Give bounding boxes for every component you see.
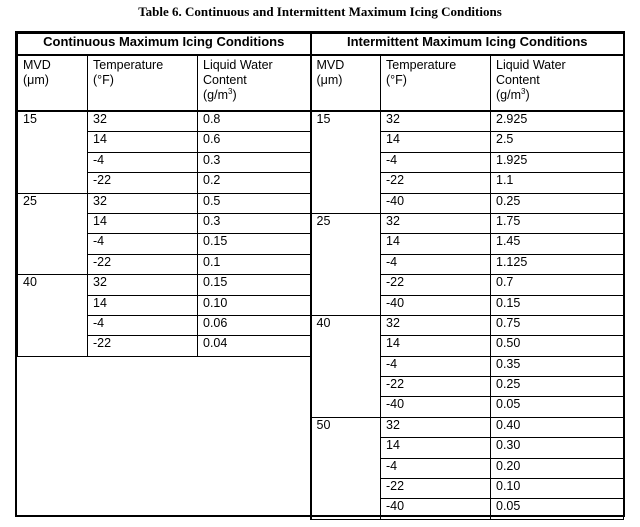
table-row: [18, 213, 624, 233]
intermittent-temp-cell: 32: [381, 417, 491, 437]
intermittent-mvd-header: MVD (μm): [311, 55, 381, 111]
intermittent-lwc-cell: 0.25: [491, 377, 624, 397]
intermittent-temp-cell: -4: [381, 152, 491, 172]
intermittent-temp-cell: -4: [381, 356, 491, 376]
continuous-temp-cell: -4: [88, 315, 198, 335]
intermittent-lwc-cell: 1.925: [491, 152, 624, 172]
intermittent-temp-cell: -22: [381, 275, 491, 295]
intermittent-temp-cell: -40: [381, 499, 491, 519]
intermittent-temp-cell: -22: [381, 173, 491, 193]
continuous-lwc-cell: 0.2: [198, 173, 311, 193]
intermittent-mvd-cell: 40: [311, 315, 381, 417]
intermittent-mvd-cell: 50: [311, 417, 381, 519]
intermittent-lwc-cell: 1.75: [491, 213, 624, 233]
intermittent-lwc-header: Liquid Water Content $(g/m^3)$: [491, 55, 624, 111]
table-row: [18, 111, 624, 132]
continuous-temp-cell: 32: [88, 111, 198, 132]
table-row: [18, 315, 624, 335]
intermittent-temp-cell: -22: [381, 377, 491, 397]
intermittent-mvd-cell: 25: [311, 213, 381, 315]
intermittent-lwc-cell: 0.15: [491, 295, 624, 315]
continuous-mvd-header: MVD (μm): [18, 55, 88, 111]
intermittent-lwc-cell: 0.40: [491, 417, 624, 437]
continuous-mvd-cell: 15: [18, 111, 88, 193]
intermittent-lwc-cell: 0.7: [491, 275, 624, 295]
intermittent-temp-cell: -40: [381, 397, 491, 417]
intermittent-temp-cell: 14: [381, 234, 491, 254]
icing-conditions-table: [17, 33, 624, 520]
intermittent-lwc-cell: 2.5: [491, 132, 624, 152]
continuous-temp-cell: 14: [88, 132, 198, 152]
continuous-mvd-cell: 40: [18, 275, 88, 357]
continuous-lwc-cell: 0.3: [198, 152, 311, 172]
continuous-empty-area: [18, 356, 311, 519]
intermittent-temp-cell: 32: [381, 315, 491, 335]
intermittent-temp-cell: -40: [381, 193, 491, 213]
continuous-lwc-cell: 0.8: [198, 111, 311, 132]
intermittent-lwc-cell: 0.50: [491, 336, 624, 356]
continuous-temp-cell: 14: [88, 295, 198, 315]
intermittent-temp-cell: -4: [381, 254, 491, 274]
intermittent-lwc-cell: 2.925: [491, 111, 624, 132]
intermittent-lwc-cell: 0.20: [491, 458, 624, 478]
table-body: [18, 111, 624, 519]
continuous-lwc-cell: 0.04: [198, 336, 311, 356]
intermittent-temp-cell: 32: [381, 111, 491, 132]
intermittent-section-title: Intermittent Maximum Icing Conditions: [311, 34, 624, 56]
continuous-temp-cell: 14: [88, 213, 198, 233]
intermittent-temp-cell: 14: [381, 438, 491, 458]
intermittent-temp-cell: -4: [381, 458, 491, 478]
continuous-temp-cell: -22: [88, 173, 198, 193]
continuous-lwc-cell: 0.10: [198, 295, 311, 315]
continuous-section-title: Continuous Maximum Icing Conditions: [18, 34, 311, 56]
continuous-lwc-header: Liquid Water Content $(g/m^3)$: [198, 55, 311, 111]
icing-table-frame: [15, 31, 625, 517]
intermittent-temp-cell: -22: [381, 479, 491, 499]
intermittent-lwc-cell: 1.1: [491, 173, 624, 193]
intermittent-lwc-cell: 1.125: [491, 254, 624, 274]
intermittent-lwc-cell: 0.10: [491, 479, 624, 499]
intermittent-temp-cell: -40: [381, 295, 491, 315]
intermittent-mvd-cell: 15: [311, 111, 381, 213]
continuous-temp-cell: 32: [88, 193, 198, 213]
continuous-temp-cell: -4: [88, 152, 198, 172]
continuous-lwc-cell: 0.15: [198, 275, 311, 295]
intermittent-temp-cell: 14: [381, 132, 491, 152]
continuous-lwc-cell: 0.06: [198, 315, 311, 335]
continuous-lwc-cell: 0.3: [198, 213, 311, 233]
intermittent-temp-cell: 32: [381, 213, 491, 233]
intermittent-lwc-cell: 0.30: [491, 438, 624, 458]
continuous-lwc-cell: 0.1: [198, 254, 311, 274]
intermittent-lwc-cell: 0.05: [491, 397, 624, 417]
continuous-temp-cell: -4: [88, 234, 198, 254]
continuous-mvd-cell: 25: [18, 193, 88, 275]
intermittent-lwc-cell: 0.25: [491, 193, 624, 213]
intermittent-temp-cell: 14: [381, 336, 491, 356]
intermittent-temp-header: Temperature (°F): [381, 55, 491, 111]
continuous-temp-cell: 32: [88, 275, 198, 295]
intermittent-lwc-cell: 0.75: [491, 315, 624, 335]
intermittent-lwc-cell: 0.05: [491, 499, 624, 519]
continuous-temp-cell: -22: [88, 254, 198, 274]
continuous-temp-cell: -22: [88, 336, 198, 356]
continuous-lwc-cell: 0.6: [198, 132, 311, 152]
continuous-temp-header: Temperature (°F): [88, 55, 198, 111]
continuous-lwc-cell: 0.5: [198, 193, 311, 213]
continuous-lwc-cell: 0.15: [198, 234, 311, 254]
intermittent-lwc-cell: 0.35: [491, 356, 624, 376]
intermittent-lwc-cell: 1.45: [491, 234, 624, 254]
table-caption: Table 6. Continuous and Intermittent Maximum Icing Conditions: [138, 4, 502, 19]
